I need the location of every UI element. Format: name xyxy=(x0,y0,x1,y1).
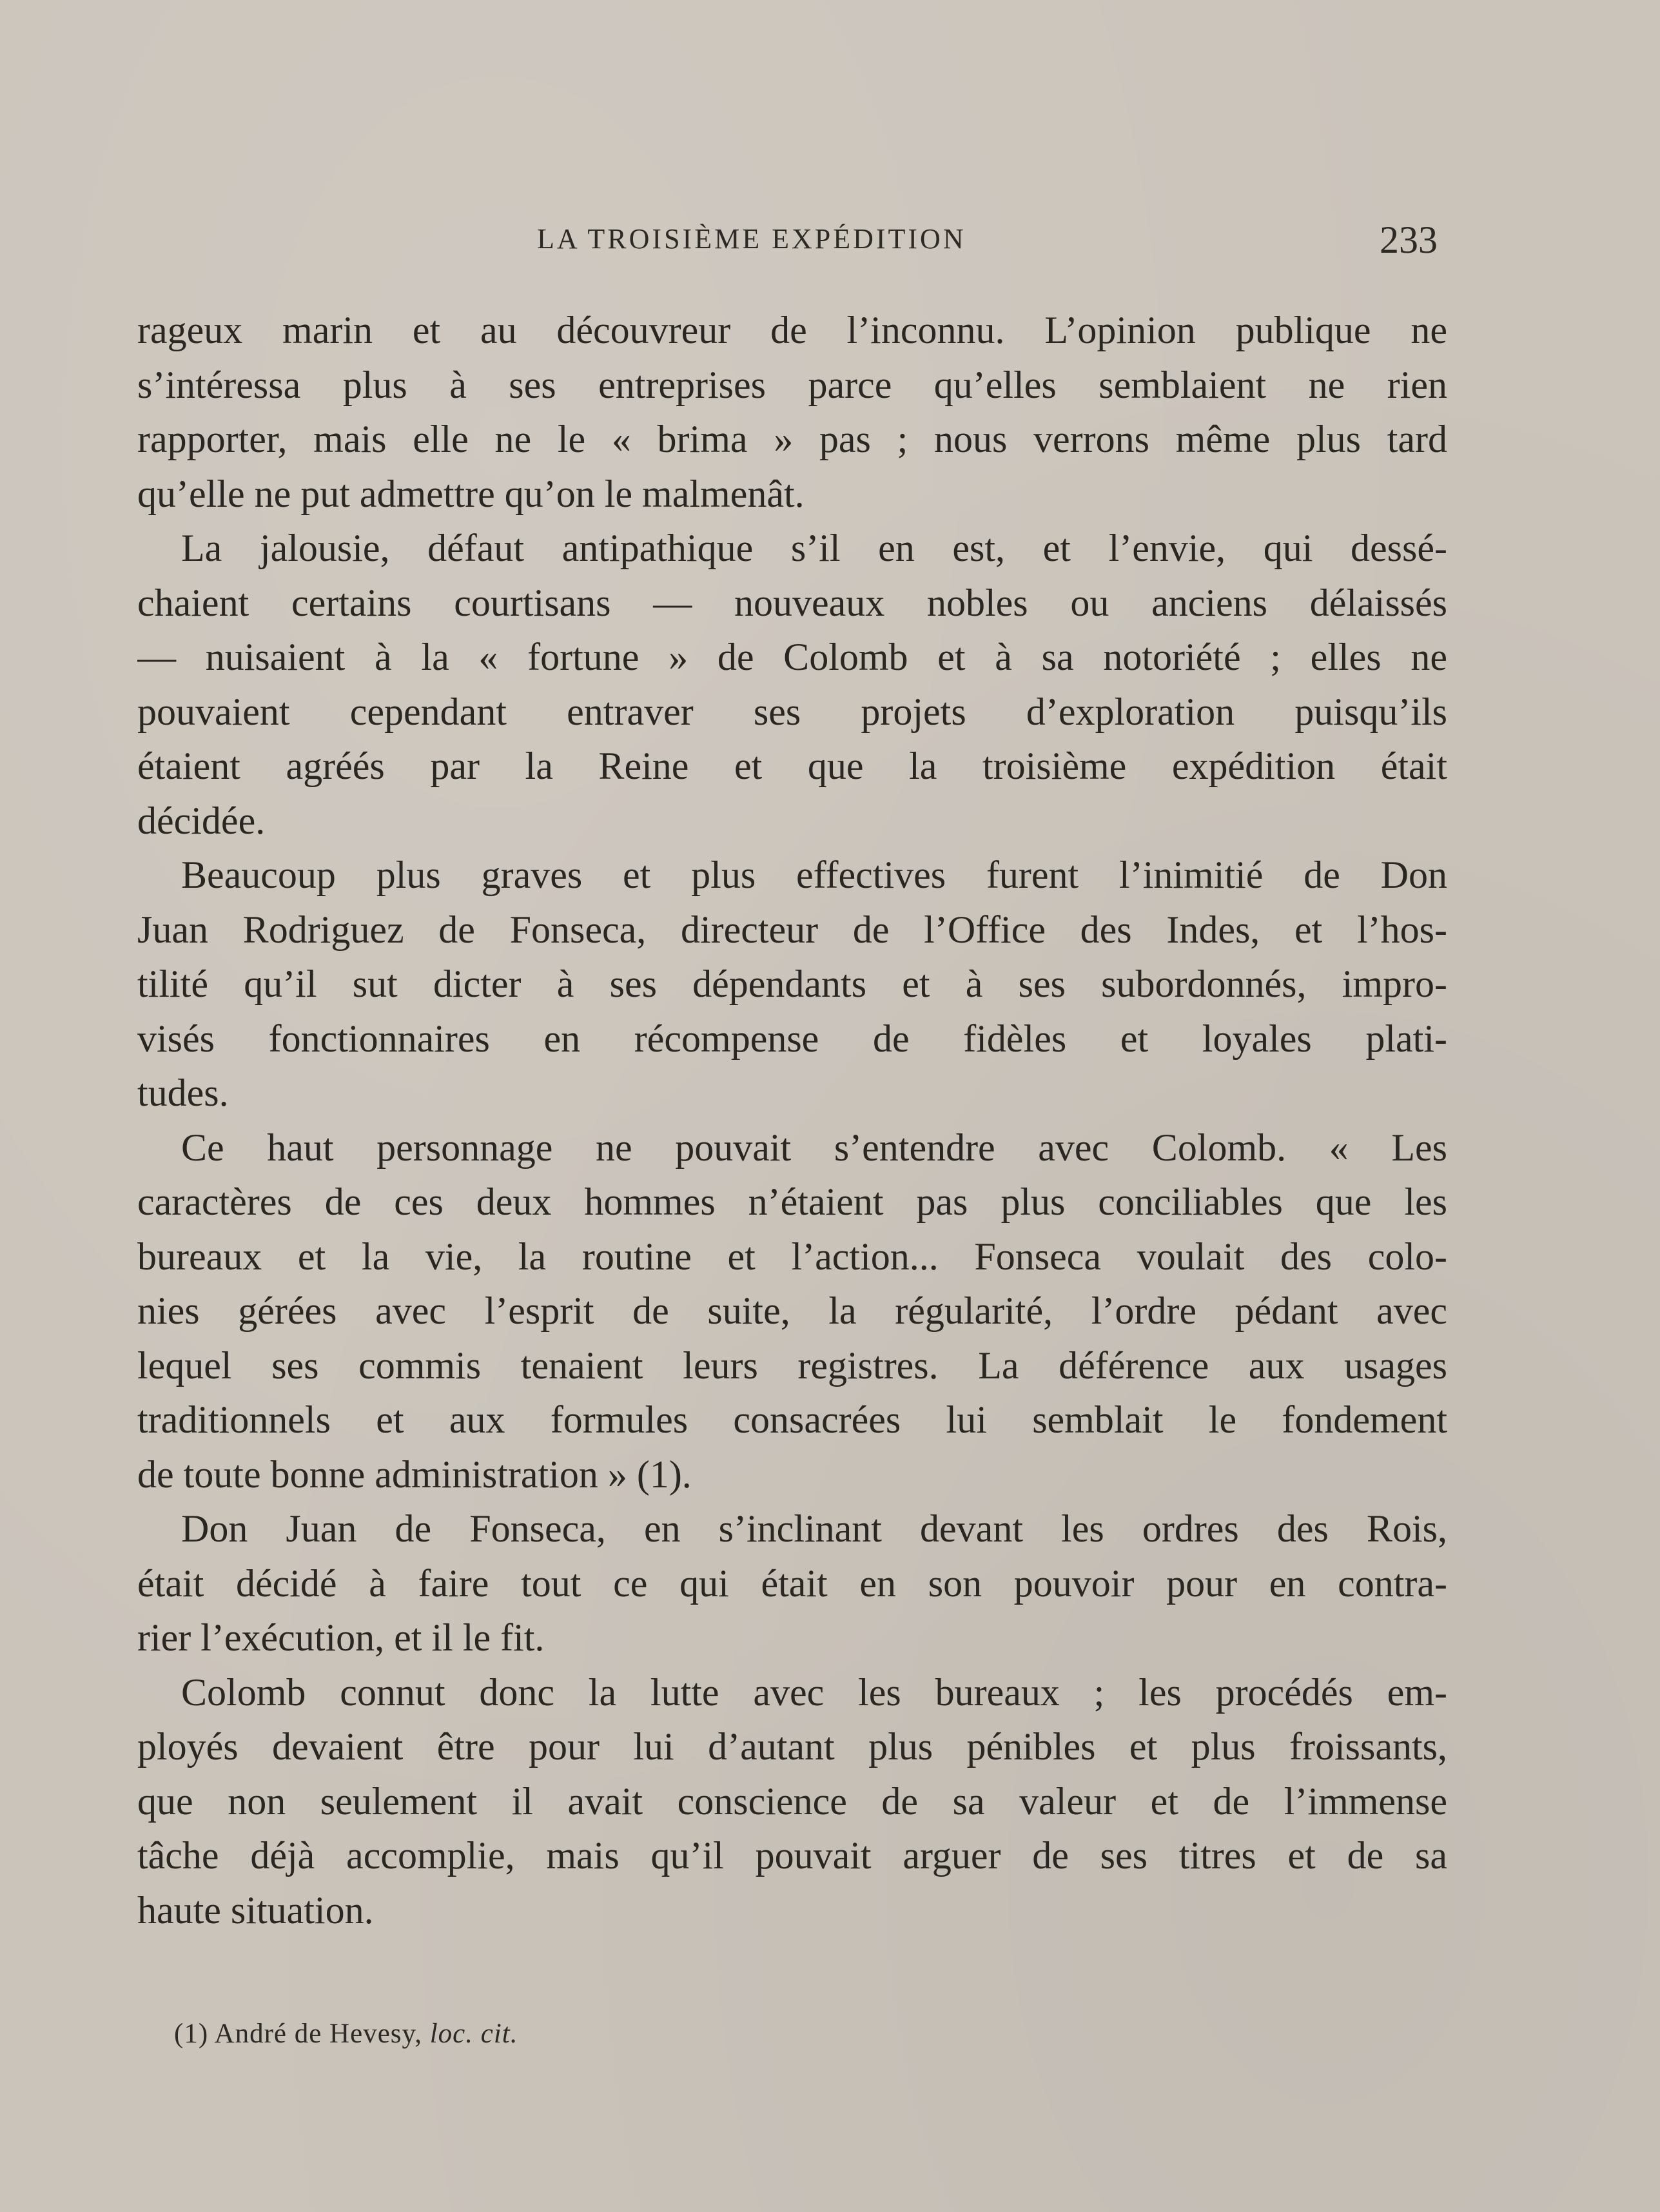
text-line: tilité qu’il sut dicter à ses dépendants et à ses subordonnés, impro- xyxy=(137,963,1447,1005)
text-line: Juan Rodriguez de Fonseca, directeur de l’Office des Indes, et l’hos- xyxy=(137,908,1447,951)
text-line: — nuisaient à la « fortune » de Colomb et à sa notoriété ; elles ne xyxy=(137,636,1447,678)
text-line: traditionnels et aux formules consacrées lui semblait le fondement xyxy=(137,1398,1447,1441)
text-line: Beaucoup plus graves et plus effectives furent l’inimitié de Don xyxy=(181,854,1447,896)
text-line: chaient certains courtisans — nouveaux nobles ou anciens délaissés xyxy=(137,581,1447,624)
footnote xyxy=(174,2018,518,2050)
text-line: décidée. xyxy=(137,799,266,842)
text-line: étaient agréés par la Reine et que la troisième expédition était xyxy=(137,745,1447,787)
text-line: était décidé à faire tout ce qui était en son pouvoir pour en contra- xyxy=(137,1561,1447,1605)
footnote-citation: loc. cit. xyxy=(429,2019,518,2049)
text-line: bureaux et la vie, la routine et l’action... Fonseca voulait des colo- xyxy=(137,1235,1447,1278)
running-title: LA TROISIÈME EXPÉDITION xyxy=(537,223,966,255)
text-line: tâche déjà accomplie, mais qu’il pouvait arguer de ses titres et de sa xyxy=(137,1834,1447,1877)
text-line: s’intéressa plus à ses entreprises parce qu’elles semblaient ne rien xyxy=(137,363,1447,406)
text-line: nies gérées avec l’esprit de suite, la régularité, l’ordre pédant avec xyxy=(137,1289,1447,1332)
text-line: lequel ses commis tenaient leurs registres. La déférence aux usages xyxy=(137,1344,1447,1387)
body-text xyxy=(137,303,1447,1937)
text-line: caractères de ces deux hommes n’étaient pas plus conciliables que les xyxy=(137,1180,1447,1223)
text-line: pouvaient cependant entraver ses projets d’exploration puisqu’ils xyxy=(137,690,1447,733)
text-line: rapporter, mais elle ne le « brima » pas ; nous verrons même plus tard xyxy=(137,418,1447,460)
text-line: haute situation. xyxy=(137,1888,374,1932)
text-line: que non seulement il avait conscience de sa valeur et de l’immense xyxy=(137,1779,1447,1823)
text-line: rageux marin et au découvreur de l’inconnu. L’opinion publique ne xyxy=(137,309,1447,351)
page-number: 233 xyxy=(1380,219,1438,261)
text-line: ployés devaient être pour lui d’autant plus pénibles et plus froissants, xyxy=(137,1725,1447,1768)
text-line: visés fonctionnaires en récompense de fidèles et loyales plati- xyxy=(137,1017,1447,1060)
footnote-text: (1) André de Hevesy, xyxy=(174,2019,430,2049)
text-line: rier l’exécution, et il le fit. xyxy=(137,1616,545,1659)
text-line: qu’elle ne put admettre qu’on le malmenât. xyxy=(137,472,805,515)
text-line: tudes. xyxy=(137,1072,229,1114)
text-line: de toute bonne administration » (1). xyxy=(137,1453,692,1496)
text-line: Ce haut personnage ne pouvait s’entendre avec Colomb. « Les xyxy=(181,1126,1447,1169)
text-line: Don Juan de Fonseca, en s’inclinant devant les ordres des Rois, xyxy=(181,1507,1447,1550)
text-line: Colomb connut donc la lutte avec les bureaux ; les procédés em- xyxy=(181,1670,1447,1714)
text-line: La jalousie, défaut antipathique s’il en est, et l’envie, qui dessé- xyxy=(181,527,1447,569)
